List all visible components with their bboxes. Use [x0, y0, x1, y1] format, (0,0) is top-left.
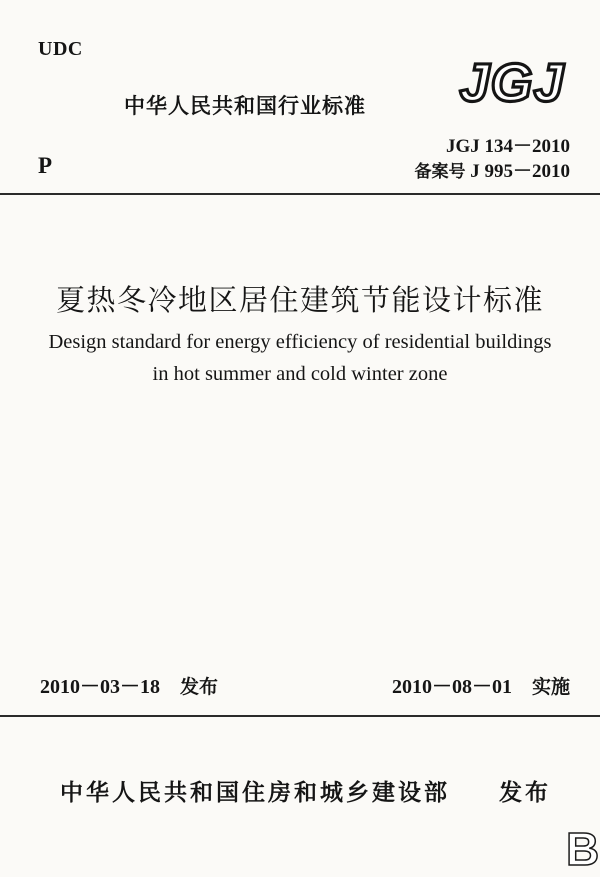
category-code: P [38, 153, 53, 178]
jgj-logo-text: JGJ [459, 53, 565, 110]
udc-label: UDC [38, 38, 83, 60]
publisher-name: 中华人民共和国住房和城乡建设部 [60, 780, 450, 806]
title-english-line1: Design standard for energy efficiency of residential buildings [48, 331, 552, 353]
corner-letter-mark: B [566, 823, 600, 875]
implementation-date-line [392, 670, 570, 699]
record-prefix: 备案号 [414, 162, 466, 182]
top-divider [0, 193, 600, 195]
issue-label: 发布 [180, 676, 219, 698]
standard-number: JGJ 134－2010 [445, 136, 570, 157]
bottom-divider [0, 715, 600, 717]
issue-date: 2010－03－18 [40, 676, 160, 698]
publish-label: 发布 [499, 780, 551, 806]
record-number: J 995－2010 [470, 161, 570, 182]
implementation-label: 实施 [531, 676, 570, 698]
issue-date-line [40, 670, 218, 699]
title-english-line2: in hot summer and cold winter zone [152, 363, 448, 385]
implementation-date: 2010－08－01 [391, 676, 512, 698]
jgj-logo [456, 52, 568, 110]
jgj-logo-graphic [456, 52, 568, 110]
industry-standard-title: 中华人民共和国行业标准 [124, 94, 366, 118]
record-number-line [414, 156, 570, 183]
title-chinese: 夏热冬冷地区居住建筑节能设计标准 [55, 283, 544, 317]
